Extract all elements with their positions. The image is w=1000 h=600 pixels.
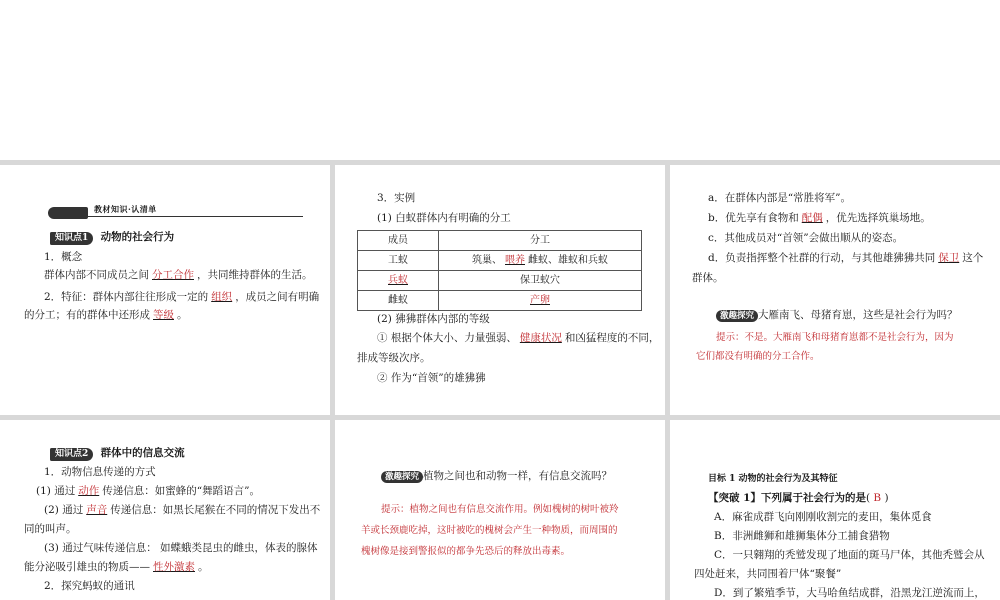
table-cell <box>439 291 642 311</box>
table-cell: 保卫蚁穴 <box>439 271 642 291</box>
table-row <box>358 271 642 291</box>
method-action <box>36 481 260 501</box>
knowledge-tag: 知识点2 <box>50 448 93 461</box>
table-row <box>358 251 642 271</box>
text: 。 <box>198 561 209 573</box>
option-a: A．麻雀成群飞向刚刚收割完的麦田，集体觅食 <box>714 511 932 523</box>
blank-answer: 兵蚁 <box>388 274 408 286</box>
hint-line-2: 它们都没有明确的分工合作。 <box>696 351 820 362</box>
baboon-line-3: ② 作为“首领”的雄狒狒 <box>377 372 486 384</box>
table-cell <box>358 271 439 291</box>
knowledge-title: 群体中的信息交流 <box>100 447 185 459</box>
banner-logo-icon <box>48 207 88 219</box>
blank-answer: 保卫 <box>938 252 960 264</box>
text: 群体内部不同成员之间 <box>44 269 149 281</box>
blank-answer: 产卵 <box>530 294 550 306</box>
blank-answer: 性外激素 <box>153 561 195 573</box>
exercise-question <box>708 488 889 508</box>
blank-answer: 声音 <box>86 504 108 516</box>
table-cell: 工蚁 <box>358 251 439 271</box>
termite-table <box>357 230 642 311</box>
table-header: 分工 <box>439 231 642 251</box>
leader-b <box>708 208 931 228</box>
option-c-cont: 四处赶来，共同围着尸体“聚餐” <box>694 568 842 580</box>
answer-letter: B <box>873 492 882 504</box>
blank-answer: 等级 <box>153 309 174 321</box>
knowledge-title: 动物的社会行为 <box>100 231 175 243</box>
banner-label: 教材知识·认清单 <box>94 204 157 214</box>
blank-answer: 配偶 <box>801 212 823 224</box>
probe-tag: 激趣探究 <box>381 471 423 483</box>
table-row <box>358 291 642 311</box>
section-banner <box>48 204 303 219</box>
slide-leader[interactable] <box>670 165 1000 415</box>
probe-question <box>716 305 958 325</box>
knowledge-point-heading <box>50 443 185 463</box>
slide-communication[interactable] <box>0 420 330 600</box>
question-text: 大雁南飞、母猪育崽，这些是社会行为吗？ <box>758 309 958 321</box>
slide-examples[interactable] <box>335 165 665 415</box>
knowledge-tag: 知识点1 <box>50 232 93 245</box>
slide-social-behavior[interactable] <box>0 165 330 415</box>
text: 传递信息：如蜜蜂的“舞蹈语言”。 <box>102 485 260 497</box>
slide-plant-communication[interactable] <box>335 420 665 600</box>
feature-line <box>44 287 319 307</box>
text: ，共同维持群体的生活。 <box>197 269 313 281</box>
text: 传递信息：如黑长尾猴在不同的情况下发出不 <box>110 504 321 516</box>
text: 能分泌吸引雄虫的物质—— <box>24 561 150 573</box>
text: b．优先享有食物和 <box>708 212 799 224</box>
leader-d <box>708 248 983 268</box>
text: ( <box>865 492 874 504</box>
text: 的分工；有的群体中还形成 <box>24 309 150 321</box>
probe-tag: 激趣探究 <box>716 310 758 322</box>
knowledge-point-heading <box>50 227 174 247</box>
text: 2．特征：群体内部往往形成一定的 <box>44 291 209 303</box>
baboon-line-1 <box>377 328 659 348</box>
table-cell <box>439 251 642 271</box>
item-ant-study: 2．探究蚂蚁的通讯 <box>44 580 135 592</box>
text: (1) 通过 <box>36 485 76 497</box>
leader-c: c．其他成员对“首领”会做出顺从的姿态。 <box>708 232 904 244</box>
blank-top-area <box>0 0 1000 160</box>
leader-a: a．在群体内部是“常胜将军”。 <box>708 192 851 204</box>
method-sound-cont: 同的叫声。 <box>24 523 77 535</box>
table-row <box>358 231 642 251</box>
baboon-line-2: 排成等级次序。 <box>357 352 431 364</box>
option-d: D．到了繁殖季节，大马哈鱼结成群，沿黑龙江逆流而上， <box>714 587 985 599</box>
blank-answer: 喂养 <box>505 254 525 266</box>
baboon-heading: (2) 狒狒群体内部的等级 <box>377 313 490 325</box>
blank-answer: 组织 <box>211 291 233 303</box>
hint-line-2: 羊或长颈鹿吃掉，这时被吃的槐树会产生一种物质，而周围的 <box>361 525 618 536</box>
text: ) <box>881 492 889 504</box>
hint-line-1: 提示：不是。大雁南飞和母猪育崽都不是社会行为，因为 <box>716 332 954 343</box>
leader-d-cont: 群体。 <box>692 272 724 284</box>
probe-question <box>381 466 612 486</box>
text: 和凶猛程度的不同， <box>564 332 660 344</box>
termite-heading: (1) 白蚁群体内有明确的分工 <box>377 212 511 224</box>
question-text: 【突破 1】下列属于社会行为的是 <box>708 492 866 504</box>
question-text: 植物之间也和动物一样，有信息交流吗？ <box>423 470 613 482</box>
slide-exercise[interactable] <box>670 420 1000 600</box>
text: (2) 通过 <box>44 504 84 516</box>
item-methods: 1．动物信息传递的方式 <box>44 466 156 478</box>
blank-answer: 动作 <box>78 485 100 497</box>
table-header: 成员 <box>358 231 439 251</box>
item-concept: 1．概念 <box>44 251 83 263</box>
blank-answer: 分工合作 <box>152 269 194 281</box>
text: 。 <box>177 309 188 321</box>
hint-line-1: 提示：植物之间也有信息交流作用。例如槐树的树叶被羚 <box>381 504 619 515</box>
text: ，成员之间有明确 <box>235 291 320 303</box>
text: d．负责指挥整个社群的行动，与其他雄狒狒共同 <box>708 252 936 264</box>
option-b: B．非洲雌狮和雄狮集体分工捕食猎物 <box>714 530 890 542</box>
feature-line-2 <box>24 305 188 325</box>
text: 雌蚁、雄蚁和兵蚁 <box>528 254 608 266</box>
banner-rule <box>88 216 303 217</box>
method-smell: (3) 通过气味传递信息： 如蝶蛾类昆虫的雌虫，体表的腺体 <box>44 542 318 554</box>
blank-answer: 健康状况 <box>519 332 562 344</box>
table-cell: 雌蚁 <box>358 291 439 311</box>
concept-line <box>44 265 313 285</box>
text: 筑巢、 <box>472 254 502 266</box>
goal-heading: 目标 1 动物的社会行为及其特征 <box>708 474 838 484</box>
text: 这个 <box>962 252 984 264</box>
text: ，优先选择筑巢场地。 <box>825 212 931 224</box>
method-sound <box>44 500 320 520</box>
method-smell-cont <box>24 557 209 577</box>
text: ① 根据个体大小、力量强弱、 <box>377 332 517 344</box>
option-c: C．一只翱翔的秃鹫发现了地面的斑马尸体，其他秃鹫会从 <box>714 549 985 561</box>
hint-line-3: 槐树像是接到警报似的都争先恐后的释放出毒素。 <box>361 546 571 557</box>
item-examples: 3．实例 <box>377 192 416 204</box>
